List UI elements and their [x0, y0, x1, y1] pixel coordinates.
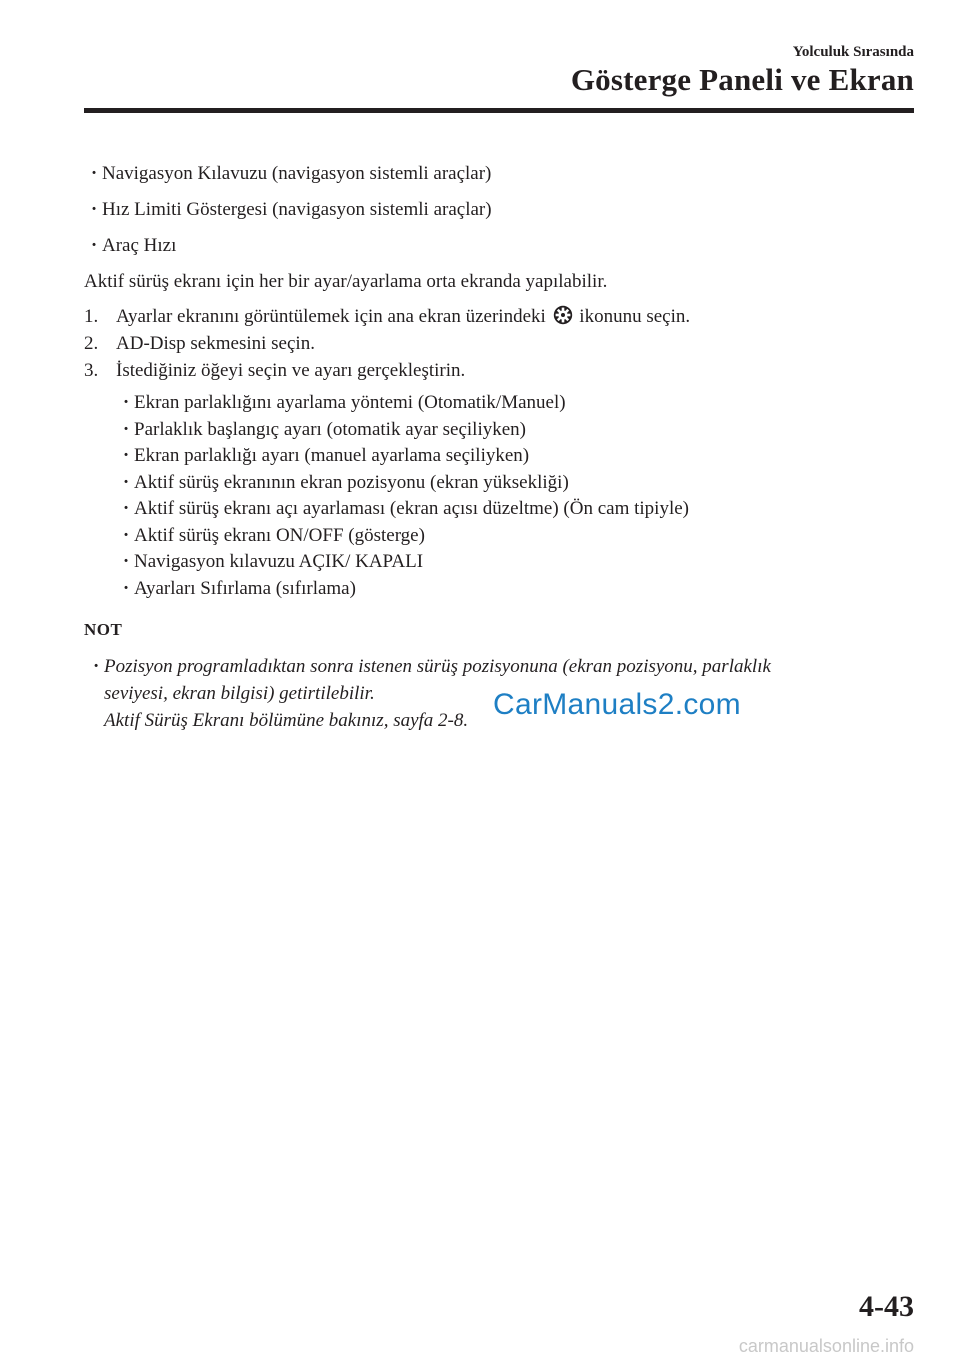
- bullet-icon: ·: [122, 445, 130, 466]
- page-content: [84, 160, 914, 734]
- list-item: [84, 523, 914, 550]
- list-item-text: Ekran parlaklığını ayarlama yöntemi (Otomatik/Manuel): [134, 392, 566, 413]
- list-item-text: Aktif sürüş ekranı ON/OFF (gösterge): [134, 524, 425, 546]
- step-text: [116, 303, 690, 330]
- bullet-icon: ·: [122, 524, 130, 546]
- bullet-icon: ·: [122, 471, 130, 493]
- step-text: İstediğiniz öğeyi seçin ve ayarı gerçekleştirin.: [116, 360, 466, 381]
- note-text-line-1: Pozisyon programladıktan sonra istenen sürüş pozisyonuna (ekran pozisyonu, parlaklık: [104, 656, 771, 677]
- header-section-label: Yolculuk Sırasında: [792, 44, 914, 60]
- list-item: [84, 232, 914, 259]
- list-item: [84, 160, 914, 187]
- step-number: 1.: [84, 306, 99, 327]
- list-item-text: Araç Hızı: [102, 235, 177, 256]
- list-item: [84, 196, 914, 223]
- footer-watermark: carmanualsonline.info: [738, 1336, 914, 1356]
- step-2: [84, 330, 914, 357]
- bullet-icon: ·: [122, 392, 130, 413]
- page-title: Gösterge Paneli ve Ekran: [570, 62, 914, 97]
- step-number: 3.: [84, 360, 99, 381]
- list-item-text: Navigasyon kılavuzu AÇIK/ KAPALI: [134, 551, 424, 572]
- note-text-line-2: seviyesi, ekran bilgisi) getirtilebilir.: [104, 683, 375, 704]
- bullet-icon: ·: [122, 577, 130, 599]
- list-item-text: Aktif sürüş ekranı açı ayarlaması (ekran açısı düzeltme) (Ön cam tipiyle): [134, 498, 689, 519]
- bullet-icon: ·: [122, 418, 130, 440]
- list-item: [84, 443, 914, 470]
- note-reference: Aktif Sürüş Ekranı bölümüne bakınız, sayfa 2-8.: [104, 710, 469, 731]
- bullet-icon: ·: [93, 656, 99, 677]
- list-item: [84, 496, 914, 523]
- step-3: [84, 357, 914, 384]
- bullet-icon: ·: [90, 235, 98, 256]
- bullet-icon: ·: [90, 199, 98, 220]
- intro-paragraph: Aktif sürüş ekranı için her bir ayar/ayarlama orta ekranda yapılabilir.: [84, 271, 608, 292]
- list-item-text: Hız Limiti Göstergesi (navigasyon sistemli araçlar): [102, 199, 492, 220]
- step-number: 2.: [84, 333, 99, 354]
- list-item-text: Aktif sürüş ekranının ekran pozisyonu (ekran yüksekliği): [134, 471, 569, 493]
- page-number: 4-43: [859, 1290, 914, 1323]
- step-text: AD-Disp sekmesini seçin.: [116, 333, 315, 354]
- header-rule: [84, 108, 914, 113]
- list-item: [84, 390, 914, 417]
- step-text-after-icon: ikonunu seçin.: [579, 306, 691, 327]
- list-item: [84, 576, 914, 603]
- list-item: [84, 549, 914, 576]
- step-text-before-icon: Ayarlar ekranını görüntülemek için ana ekran üzerindeki: [116, 306, 546, 327]
- setting-options-list: [84, 390, 914, 602]
- step-1: [84, 303, 914, 330]
- list-item-text: Parlaklık başlangıç ayarı (otomatik ayar seçiliyken): [134, 418, 526, 440]
- bullet-icon: ·: [122, 498, 130, 519]
- step-list: [84, 303, 914, 384]
- list-item: [84, 417, 914, 444]
- note-heading: NOT: [84, 620, 123, 639]
- list-item-text: Ekran parlaklığı ayarı (manuel ayarlama seçiliyken): [134, 445, 530, 466]
- list-item-text: Navigasyon Kılavuzu (navigasyon sistemli araçlar): [102, 163, 492, 184]
- note-item: [84, 653, 914, 680]
- list-item-text: Ayarları Sıfırlama (sıfırlama): [134, 577, 356, 599]
- watermark: CarManuals2.com: [493, 688, 741, 721]
- list-item: [84, 470, 914, 497]
- bullet-icon: ·: [90, 163, 98, 184]
- bullet-icon: ·: [122, 551, 130, 572]
- gear-icon: [553, 305, 573, 325]
